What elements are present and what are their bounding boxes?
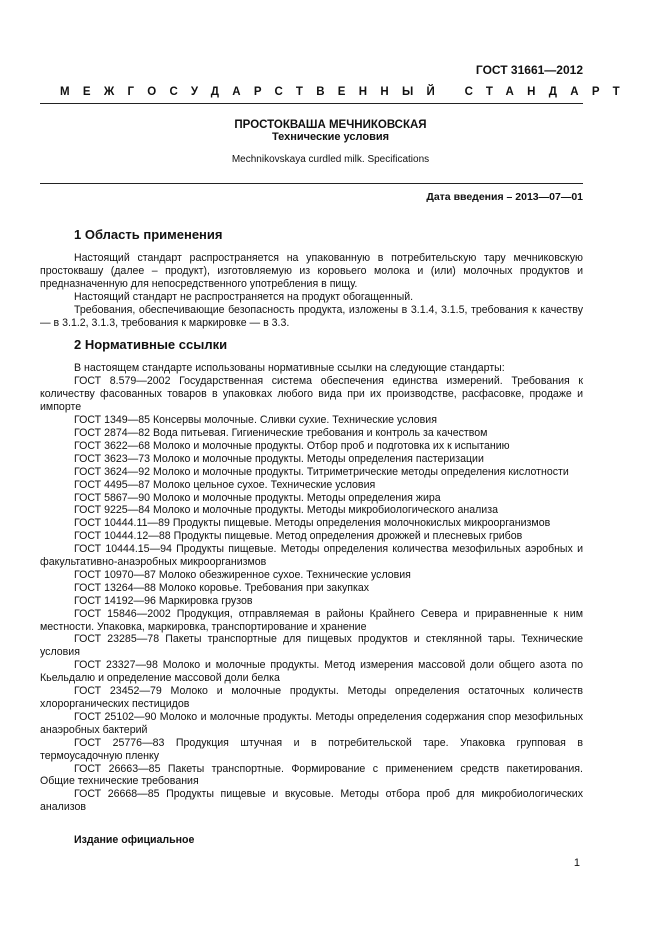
reference-item: ГОСТ 15846—2002 Продукция, отправляемая в районы Крайнего Севера и приравненные к ним местности. Упаковка, маркировка, транспортирование и хранение <box>40 607 583 633</box>
reference-item: ГОСТ 23452—79 Молоко и молочные продукты. Методы определения остаточных количеств хлорорганических пестицидов <box>40 685 583 710</box>
reference-item: ГОСТ 25776—83 Продукция штучная и в потребительской таре. Упаковка групповая в термоусадочную пленку <box>40 736 583 762</box>
reference-item: ГОСТ 23327—98 Молоко и молочные продукты. Метод измерения массовой доли общего азота по Кьельдалю и определение массовой доли белка <box>40 659 583 685</box>
reference-item: ГОСТ 10444.11—89 Продукты пищевые. Методы определения молочнокислых микроорганизмов <box>74 517 551 530</box>
reference-item: ГОСТ 3622—68 Молоко и молочные продукты. Отбор проб и подготовка их к испытанию <box>74 439 510 452</box>
title-divider <box>40 183 583 184</box>
reference-item: ГОСТ 8.579—2002 Государственная система обеспечения единства измерений. Требования к количеству фасованных товаров в упаковках любого вида при их производстве, расфасовке, продаже и импорте <box>40 375 583 414</box>
introduction-date: Дата введения – 2013—07—01 <box>426 191 583 203</box>
reference-list <box>40 375 583 814</box>
reference-item: ГОСТ 3624—92 Молоко и молочные продукты. Титриметрические методы определения кислотности <box>74 465 569 478</box>
reference-item: ГОСТ 10444.15—94 Продукты пищевые. Методы определения количества мезофильных аэробных и факультативно-анаэробных микроорганизмов <box>40 543 583 569</box>
reference-item: ГОСТ 5867—90 Молоко и молочные продукты. Методы определения жира <box>74 491 441 504</box>
document-title: ПРОСТОКВАША МЕЧНИКОВСКАЯ <box>234 119 427 131</box>
reference-item: ГОСТ 1349—85 Консервы молочные. Сливки сухие. Технические условия <box>74 414 437 427</box>
reference-item: ГОСТ 3623—73 Молоко и молочные продукты. Методы определения пастеризации <box>74 452 484 465</box>
reference-item: ГОСТ 9225—84 Молоко и молочные продукты. Методы микробиологического анализа <box>74 504 498 517</box>
section-2-title: 2 Нормативные ссылки <box>74 337 228 353</box>
reference-item: ГОСТ 23285—78 Пакеты транспортные для пищевых продуктов и стеклянной тары. Технические условия <box>40 633 583 659</box>
reference-item: ГОСТ 13264—88 Молоко коровье. Требования при закупках <box>74 581 370 594</box>
document-subtitle: Технические условия <box>271 131 390 143</box>
section-1-paragraph: Настоящий стандарт не распространяется на продукт обогащенный. <box>74 290 414 303</box>
reference-item: ГОСТ 14192—96 Маркировка грузов <box>74 594 253 607</box>
reference-item: ГОСТ 26668—85 Продукты пищевые и вкусовые. Методы отбора проб для микробиологических анализов <box>40 788 583 814</box>
section-1-body <box>40 252 583 329</box>
page-number: 1 <box>573 857 580 869</box>
top-divider <box>40 103 583 104</box>
official-edition-label: Издание официальное <box>74 834 195 846</box>
english-title: Mechnikovskaya curdled milk. Specifications <box>231 154 430 165</box>
reference-item: ГОСТ 26663—85 Пакеты транспортные. Формирование с применением средств пакетирования. Общие технические требования <box>40 762 583 788</box>
section-1-title: 1 Область применения <box>74 227 223 242</box>
reference-item: ГОСТ 25102—90 Молоко и молочные продукты. Методы определения содержания спор мезофильных анаэробных бактерий <box>40 710 583 736</box>
main-content <box>40 227 583 814</box>
reference-item: ГОСТ 4495—87 Молоко цельное сухое. Технические условия <box>74 478 376 491</box>
reference-item: ГОСТ 10444.12—88 Продукты пищевые. Метод определения дрожжей и плесневых грибов <box>74 530 523 543</box>
section-1-paragraph: Настоящий стандарт распространяется на упакованную в потребительскую тару мечниковскую простоквашу (далее – продукт), изготовляемую из коровьего молока и (или) молочных продуктов и предназначенную для непосредственного употребления в пищу. <box>40 252 583 290</box>
gost-number: ГОСТ 31661—2012 <box>475 63 583 77</box>
reference-item: ГОСТ 10970—87 Молоко обезжиренное сухое. Технические условия <box>74 568 411 581</box>
section-2-intro: В настоящем стандарте использованы нормативные ссылки на следующие стандарты: <box>74 362 505 375</box>
reference-item: ГОСТ 2874—82 Вода питьевая. Гигиенические требования и контроль за качеством <box>74 426 488 439</box>
section-1-paragraph: Требования, обеспечивающие безопасность продукта, изложены в 3.1.4, 3.1.5, требования к качеству — в 3.1.2, 3.1.3, требования к маркировке — в 3.3. <box>40 303 583 329</box>
interstate-standard-label: МЕЖГОСУДАРСТВЕННЫЙ СТАНДАРТ <box>60 86 633 98</box>
